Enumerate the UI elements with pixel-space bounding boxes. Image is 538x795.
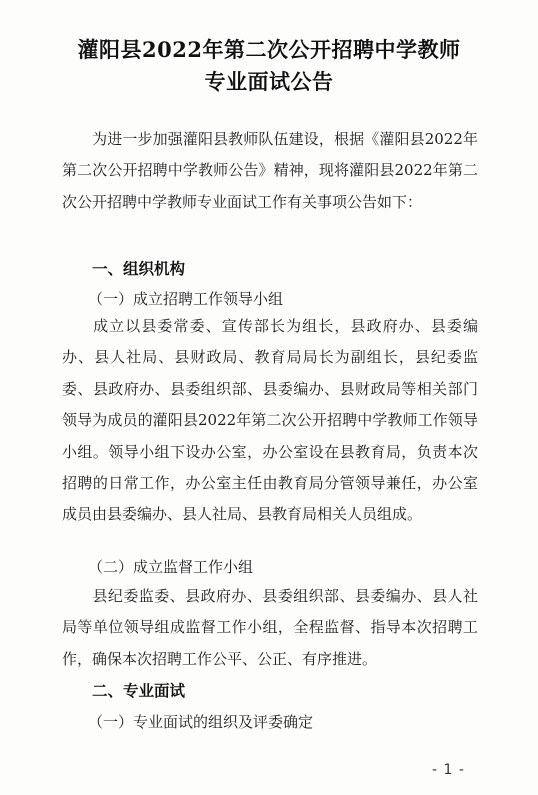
section-1-sub-2-heading: （二）成立监督工作小组 xyxy=(88,558,254,576)
section-2-sub-1-heading: （一）专业面试的组织及评委确定 xyxy=(88,713,314,731)
section-1-sub-2-body xyxy=(62,581,478,675)
section-1-sub-1-text: 成立以县委常委、宣传部长为组长，县政府办、县委编办、县人社局、县财政局、教育局局长为副组长，县纪委监委、县政府办、县委组织部、县委编办、县财政局等相关部门领导为成员的灌阳县2022年第二次公开招聘中学教师工作领导小组。领导小组下设办公室，办公室设在县教育局，负责本次招聘的日常工作，办公室主任由教育局分管领导兼任，办公室成员由县委编办、县人社局、县教育局相关人员组成。 xyxy=(62,317,478,524)
section-2-heading: 二、专业面试 xyxy=(92,681,186,700)
section-1-sub-2-text: 县纪委监委、县政府办、县委组织部、县委编办、县人社局等单位领导组成监督工作小组，全程监督、指导本次招聘工作，确保本次招聘工作公平、公正、有序推进。 xyxy=(62,587,478,668)
intro-text: 为进一步加强灌阳县教师队伍建设，根据《灌阳县2022年第二次公开招聘中学教师公告》精神，现将灌阳县2022年第二次公开招聘中学教师专业面试工作有关事项公告如下： xyxy=(62,130,478,211)
section-1-sub-1-body xyxy=(62,311,478,531)
page-number: - 1 - xyxy=(432,762,465,778)
document-title-line-2: 专业面试公告 xyxy=(204,69,334,94)
section-1-heading: 一、组织机构 xyxy=(92,259,186,278)
intro-paragraph xyxy=(62,124,478,218)
section-1-sub-1-heading: （一）成立招聘工作领导小组 xyxy=(88,290,284,308)
document-title-line-1: 灌阳县2022年第二次公开招聘中学教师 xyxy=(77,37,461,62)
